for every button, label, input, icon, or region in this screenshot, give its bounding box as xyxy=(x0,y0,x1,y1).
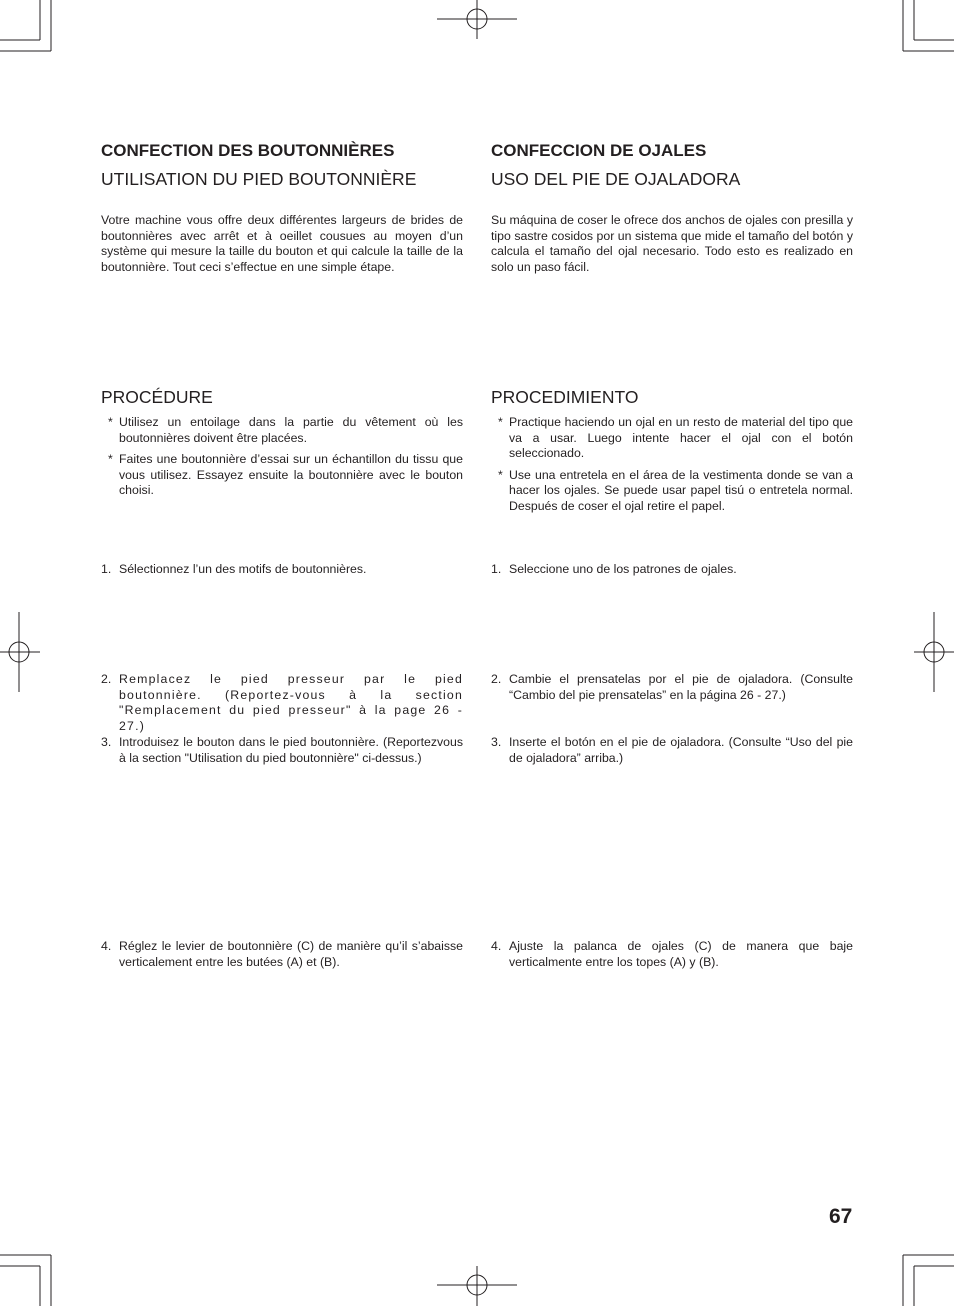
french-note-text: Faites une boutonnière d’essai sur un échantillon du tissu que vous utilisez. Essayez ensuite la boutonnière avec le bouton choisi. xyxy=(119,452,463,498)
step-text: Ajuste la palanca de ojales (C) de manera que baje verticalmente entre los topes (A) y (B). xyxy=(509,939,853,969)
spanish-note-text: Use una entretela en el área de la vestimenta donde se van a hacer los ojales. Se puede usar papel tisú o entretela normal. Después de coser el ojal retire el papel. xyxy=(509,467,853,513)
step-text: Inserte el botón en el pie de ojaladora. (Consulte “Uso del pie de ojaladora” arriba.) xyxy=(509,735,853,765)
spanish-intro: Su máquina de coser le ofrece dos anchos de ojales con presilla y tipo sastre cosidos por un sistema que mide el tamaño del botón y calcula el tamaño del ojal necesario. Todo esto es realizado en solo un paso fácil. xyxy=(491,213,853,274)
step-number: 3. xyxy=(491,735,502,749)
french-subtitle: UTILISATION DU PIED BOUTONNIÈRE xyxy=(101,169,417,189)
step-number: 2. xyxy=(491,672,502,686)
step-number: 2. xyxy=(101,672,112,686)
spanish-note-text: Practique haciendo un ojal en un resto de material del tipo que va a usar. Luego intente hacer el ojal con el botón seleccionado. xyxy=(509,415,853,461)
bullet-marker: * xyxy=(108,415,113,429)
french-step-4 xyxy=(101,939,463,970)
french-note xyxy=(101,415,463,446)
step-text: Réglez le levier de boutonnière (C) de manière qu’il s’abaisse verticalement entre les butées (A) et (B). xyxy=(119,939,463,969)
spanish-step-3 xyxy=(491,735,853,766)
spanish-notes xyxy=(491,415,853,521)
step-number: 4. xyxy=(101,939,112,953)
french-intro: Votre machine vous offre deux différentes largeurs de brides de boutonnières avec arrêt et à oeillet cousues au moyen d’un système qui mesure la taille du bouton et qui calcule la taille de la boutonnière. Tout ceci s’effectue en une simple étape. xyxy=(101,213,463,274)
step-text: Remplacez le pied presseur par le pied boutonnière. (Reportez-vous à la section "Remplacement du pied presseur" à la page 26 - 27.) xyxy=(119,672,463,733)
step-number: 1. xyxy=(101,562,112,576)
spanish-title: CONFECCION DE OJALES xyxy=(491,141,707,160)
french-note xyxy=(101,452,463,499)
spanish-step-4 xyxy=(491,939,853,970)
step-text: Introduisez le bouton dans le pied boutonnière. (Reportezvous à la section "Utilisation du pied boutonnière" ci-dessus.) xyxy=(119,735,463,765)
step-number: 1. xyxy=(491,562,502,576)
bullet-marker: * xyxy=(498,467,503,482)
french-procedure-heading: PROCÉDURE xyxy=(101,387,213,407)
french-note-text: Utilisez un entoilage dans la partie du vêtement où les boutonnières doivent être placées. xyxy=(119,415,463,445)
spanish-note xyxy=(491,415,853,462)
page-number: 67 xyxy=(829,1205,853,1228)
step-text: Seleccione uno de los patrones de ojales. xyxy=(509,562,737,576)
french-step-3 xyxy=(101,735,463,766)
step-text: Cambie el prensatelas por el pie de ojaladora. (Consulte “Cambio del pie prensatelas” en la página 26 - 27.) xyxy=(509,672,853,702)
step-number: 4. xyxy=(491,939,502,953)
spanish-step-1 xyxy=(491,562,853,578)
spanish-step-2 xyxy=(491,672,853,703)
spanish-procedure-heading: PROCEDIMIENTO xyxy=(491,387,639,407)
step-text: Sélectionnez l’un des motifs de boutonnières. xyxy=(119,562,367,576)
spanish-subtitle: USO DEL PIE DE OJALADORA xyxy=(491,169,741,189)
spanish-note xyxy=(491,468,853,515)
step-number: 3. xyxy=(101,735,112,749)
french-step-1 xyxy=(101,562,463,578)
french-title: CONFECTION DES BOUTONNIÈRES xyxy=(101,141,395,160)
french-step-2 xyxy=(101,672,463,734)
bullet-marker: * xyxy=(108,452,113,467)
french-notes xyxy=(101,415,463,505)
bullet-marker: * xyxy=(498,415,503,429)
